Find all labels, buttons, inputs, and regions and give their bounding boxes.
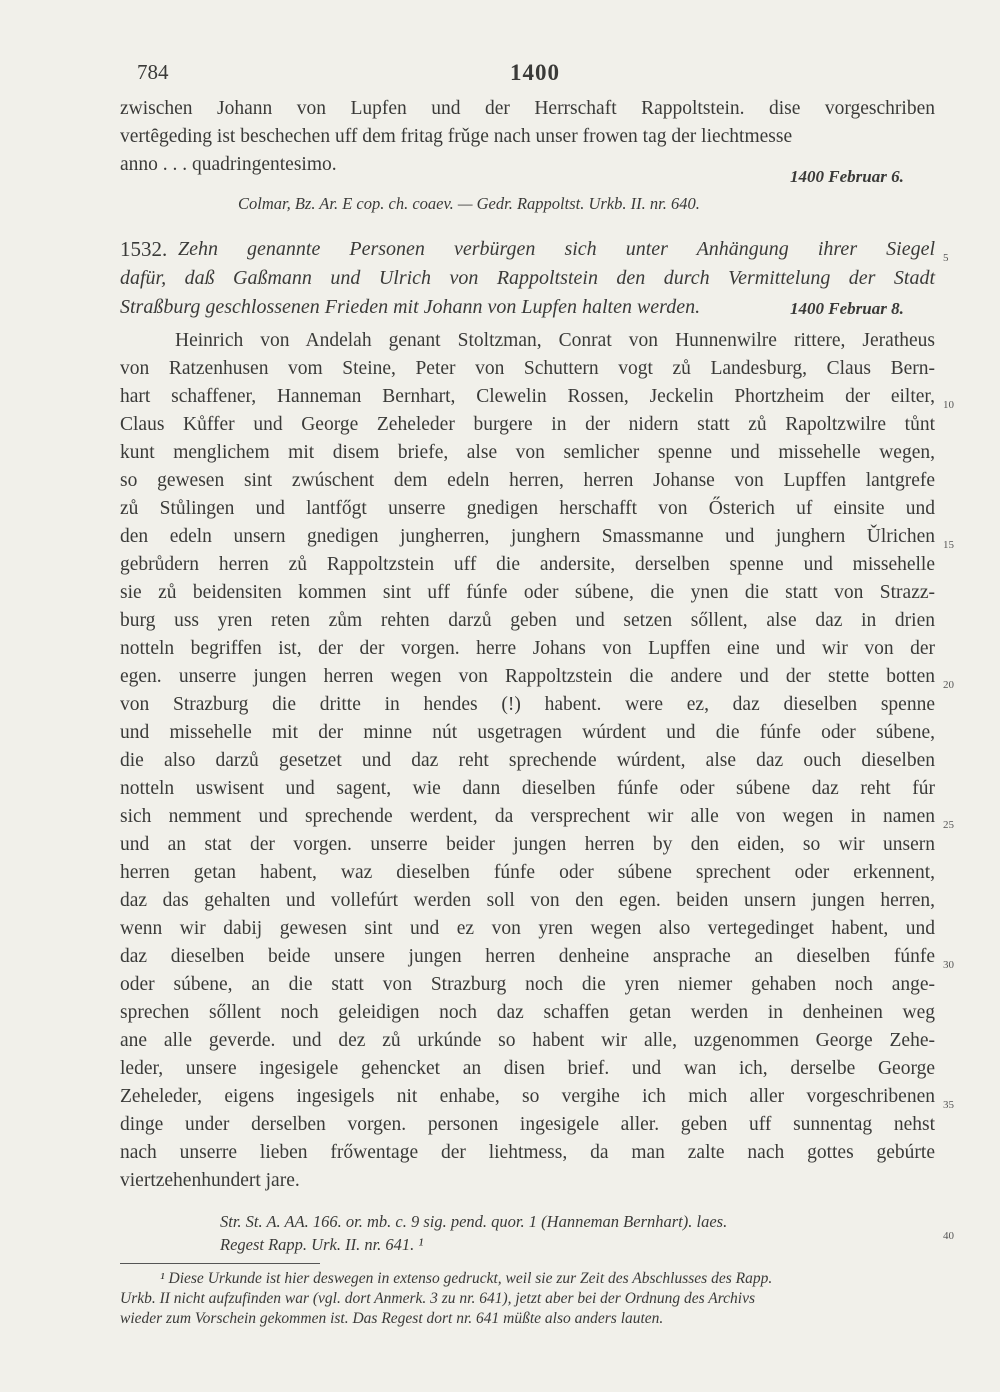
body-line: burg uss yren reten zům rehten darzů geben und setzen sőllent, alse daz in drien (120, 610, 935, 631)
body-line: hart schaffener, Hanneman Bernhart, Clewelin Rossen, Jeckelin Phortzheim der eilter, (120, 386, 935, 407)
margin-line-number: 5 (943, 252, 949, 264)
text-line: anno . . . quadringentesimo. (120, 154, 337, 175)
body-line: notteln uswisent und sagent, wie dann dieselben fúnfe oder súbene daz reht fúr (120, 778, 935, 799)
body-line: dinge under derselben vorgen. personen ingesigele aller. geben uff sunnentag nehst (120, 1114, 935, 1135)
margin-line-number: 40 (943, 1230, 954, 1242)
footnote-line: ¹ Diese Urkunde ist hier deswegen in extenso gedruckt, weil sie zur Zeit des Abschlusses des Rapp. (160, 1270, 773, 1287)
body-line: sprechen sőllent noch geleidigen noch daz schaffen getan werden in denheinen weg (120, 1002, 935, 1023)
summary-line: Straßburg geschlossenen Frieden mit Johann von Lupfen halten werden. (120, 296, 701, 318)
body-line: kunt menglichem mit disem briefe, alse von semlicher spenne und missehelle wegen, (120, 442, 935, 463)
summary-line: dafür, daß Gaßmann und Ulrich von Rappoltstein den durch Vermittelung der Stadt (120, 267, 935, 289)
body-line: zů Stůlingen und lantfőgt unserre gnedigen herschafft von Ősterich uf einsite und (120, 498, 935, 519)
body-line: daz dieselben beide unsere jungen herren denheine ansprache an dieselben fúnfe (120, 946, 935, 967)
margin-line-number: 10 (943, 399, 954, 411)
margin-line-number: 25 (943, 819, 954, 831)
body-line: herren getan habent, waz dieselben fúnfe oder súbene sprechent oder erkennent, (120, 862, 935, 883)
body-line: ane alle geverde. und dez zů urkúnde so habent wir alle, uzgenommen George Zehe- (120, 1030, 935, 1051)
text-line: zwischen Johann von Lupfen und der Herrschaft Rappoltstein. dise vorgeschriben (120, 98, 935, 119)
body-line: so gewesen sint zwúschent dem edeln herren, herren Johanse von Lupffen lantgrefe (120, 470, 935, 491)
footnote-line: wieder zum Vorschein gekommen ist. Das Regest dort nr. 641 müßte also anders lauten. (120, 1310, 664, 1327)
document-date: 1400 Februar 6. (790, 167, 904, 186)
page-number: 784 (137, 60, 169, 84)
body-line: nach unserre lieben frőwentage der liehtmess, da man zalte nach gottes gebúrte (120, 1142, 935, 1163)
margin-line-number: 35 (943, 1099, 954, 1111)
body-line: notteln begriffen ist, der der vorgen. herre Johans von Lupffen eine und wir von der (120, 638, 935, 659)
body-line: leder, unsere ingesigele gehencket an disen brief. und wan ich, derselbe George (120, 1058, 935, 1079)
footnote-line: Urkb. II nicht aufzufinden war (vgl. dort Anmerk. 3 zu nr. 641), jetzt aber bei der Ordnung des Archivs (120, 1290, 756, 1307)
body-line: von Strazburg die dritte in hendes (!) habent. were ez, daz dieselben spenne (120, 694, 935, 715)
source-citation: Colmar, Bz. Ar. E cop. ch. coaev. — Gedr. Rappoltst. Urkb. II. nr. 640. (238, 194, 700, 213)
document-number: 1532. (120, 237, 168, 261)
document-date: 1400 Februar 8. (790, 299, 904, 318)
body-line: wenn wir dabij gewesen sint und ez von yren wegen also vertegedinget habent, und (120, 918, 935, 939)
footnote-rule (120, 1263, 320, 1264)
body-line: oder súbene, an die statt von Strazburg noch die yren niemer gehaben noch ange- (120, 974, 935, 995)
source-citation: Regest Rapp. Urk. II. nr. 641. ¹ (220, 1235, 424, 1254)
summary-line: Zehn genannte Personen verbürgen sich unter Anhängung ihrer Siegel (178, 238, 935, 260)
body-line: Heinrich von Andelah genant Stoltzman, Conrat von Hunnenwilre rittere, Jeratheus (175, 330, 935, 351)
running-head-year: 1400 (510, 60, 560, 85)
body-line: Zeheleder, eigens ingesigels nit enhabe, so vergihe ich mich aller vorgeschribenen (120, 1086, 935, 1107)
margin-line-number: 30 (943, 959, 954, 971)
body-line: gebrůdern herren zů Rappoltzstein uff die andersite, derselben spenne und missehelle (120, 554, 935, 575)
body-line: daz das gehalten und vollefúrt werden soll von den egen. beiden unsern jungen herren, (120, 890, 935, 911)
body-line: und missehelle mit der minne nút usgetragen wúrdent und die fúnfe oder súbene, (120, 722, 935, 743)
body-line: egen. unserre jungen herren wegen von Rappoltzstein die andere und der stette botten (120, 666, 935, 687)
body-line: sich nemment und sprechende werdent, da versprechent wir alle von wegen in namen (120, 806, 935, 827)
margin-line-number: 15 (943, 539, 954, 551)
text-line: vertȇgeding ist beschechen uff dem fritag frǔge nach unser frowen tag der liechtmesse (120, 126, 793, 147)
body-line: und an stat der vorgen. unserre beider jungen herren by den eiden, so wir unsern (120, 834, 935, 855)
body-line: von Ratzenhusen vom Steine, Peter von Schuttern vogt zů Landesburg, Claus Bern- (120, 358, 935, 379)
body-line: Claus Kůffer und George Zeheleder burgere in der nidern statt zů Rapoltzwilre tůnt (120, 414, 935, 435)
source-citation: Str. St. A. AA. 166. or. mb. c. 9 sig. pend. quor. 1 (Hanneman Bernhart). laes. (220, 1212, 728, 1231)
body-line: sie zů beidensiten kommen sint uff fúnfe oder súbene, die ynen die statt von Strazz- (120, 582, 935, 603)
body-line: die also darzů gesetzet und daz reht sprechende wúrdent, alse daz ouch dieselben (120, 750, 935, 771)
body-line: den edeln unsern gnedigen jungherren, junghern Smassmanne und junghern Ǔlrichen (120, 526, 935, 547)
body-line: viertzehenhundert jare. (120, 1170, 300, 1191)
margin-line-number: 20 (943, 679, 954, 691)
